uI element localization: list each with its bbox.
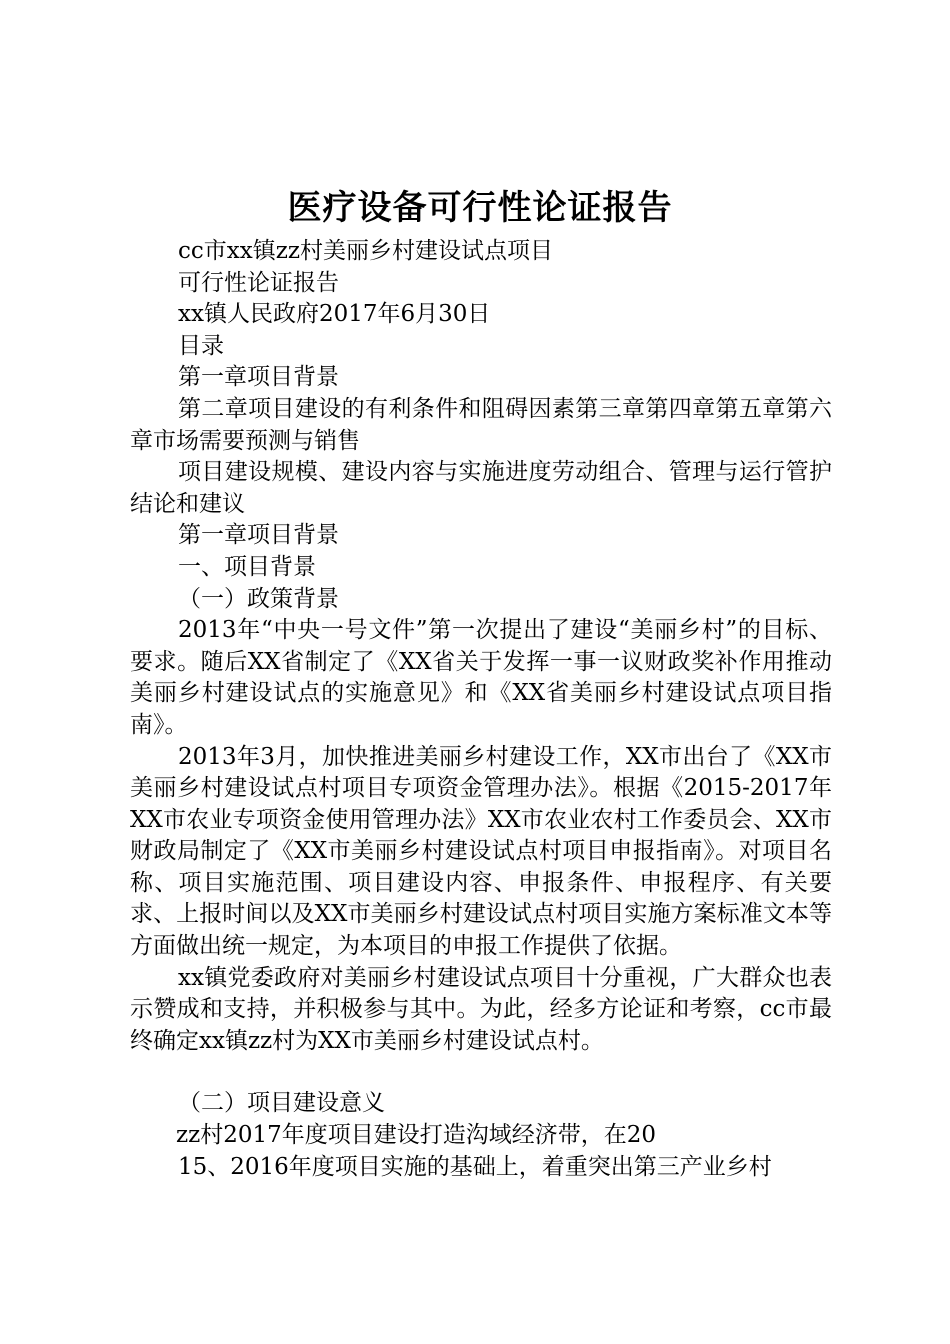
project-name-line: cc市xx镇zz村美丽乡村建设试点项目 xyxy=(178,238,553,264)
paragraph-spacer xyxy=(130,1057,832,1088)
toc-item: 项目建设规模、建设内容与实施进度劳动组合、管理与运行管护结论和建议 xyxy=(130,459,832,517)
toc-heading: 目录 xyxy=(178,332,224,359)
toc-item: 第二章项目建设的有利条件和阻碍因素第三章第四章第五章第六章市场需要预测与销售 xyxy=(130,395,832,454)
chapter-heading: 第一章项目背景 xyxy=(178,522,339,549)
report-subtitle-line: 可行性论证报告 xyxy=(178,269,339,296)
body-paragraph: 2013年“中央一号文件”第一次提出了建设“美丽乡村”的目标、要求。随后XX省制定了《XX省关于发挥一事一议财政奖补作用推动美丽乡村建设试点的实施意见》和《XX省美丽乡村建设试点项目指南》。 xyxy=(130,617,832,738)
body-paragraph: zz村2017年度项目建设打造沟域经济带，在20 xyxy=(176,1122,657,1149)
document-body xyxy=(130,236,832,1183)
subsection-heading: （二）项目建设意义 xyxy=(178,1090,385,1117)
section-heading: 一、项目背景 xyxy=(178,553,316,580)
body-paragraph: 15、2016年度项目实施的基础上，着重突出第三产业乡村 xyxy=(178,1153,772,1180)
body-paragraph: xx镇党委政府对美丽乡村建设试点项目十分重视，广大群众也表示赞成和支持，并积极参与其中。为此，经多方论证和考察，cc市最终确定xx镇zz村为XX市美丽乡村建设试点村。 xyxy=(130,964,832,1054)
body-paragraph: 2013年3月，加快推进美丽乡村建设工作，XX市出台了《XX市美丽乡村建设试点村项目专项资金管理办法》。根据《2015-2017年XX市农业专项资金使用管理办法》XX市农业农村工作委员会、XX市财政局制定了《XX市美丽乡村建设试点村项目申报指南》。对项目名称、项目实施范围、项目建设内容、申报条件、申报程序、有关要求、上报时间以及XX市美丽乡村建设试点村项目实施方案标准文本等方面做出统一规定，为本项目的申报工作提供了依据。 xyxy=(130,743,832,960)
toc-item: 第一章项目背景 xyxy=(178,364,339,391)
document-title: 医疗设备可行性论证报告 xyxy=(287,188,673,228)
subsection-heading: （一）政策背景 xyxy=(178,585,339,612)
issuer-date-line: xx镇人民政府2017年6月30日 xyxy=(178,301,491,328)
